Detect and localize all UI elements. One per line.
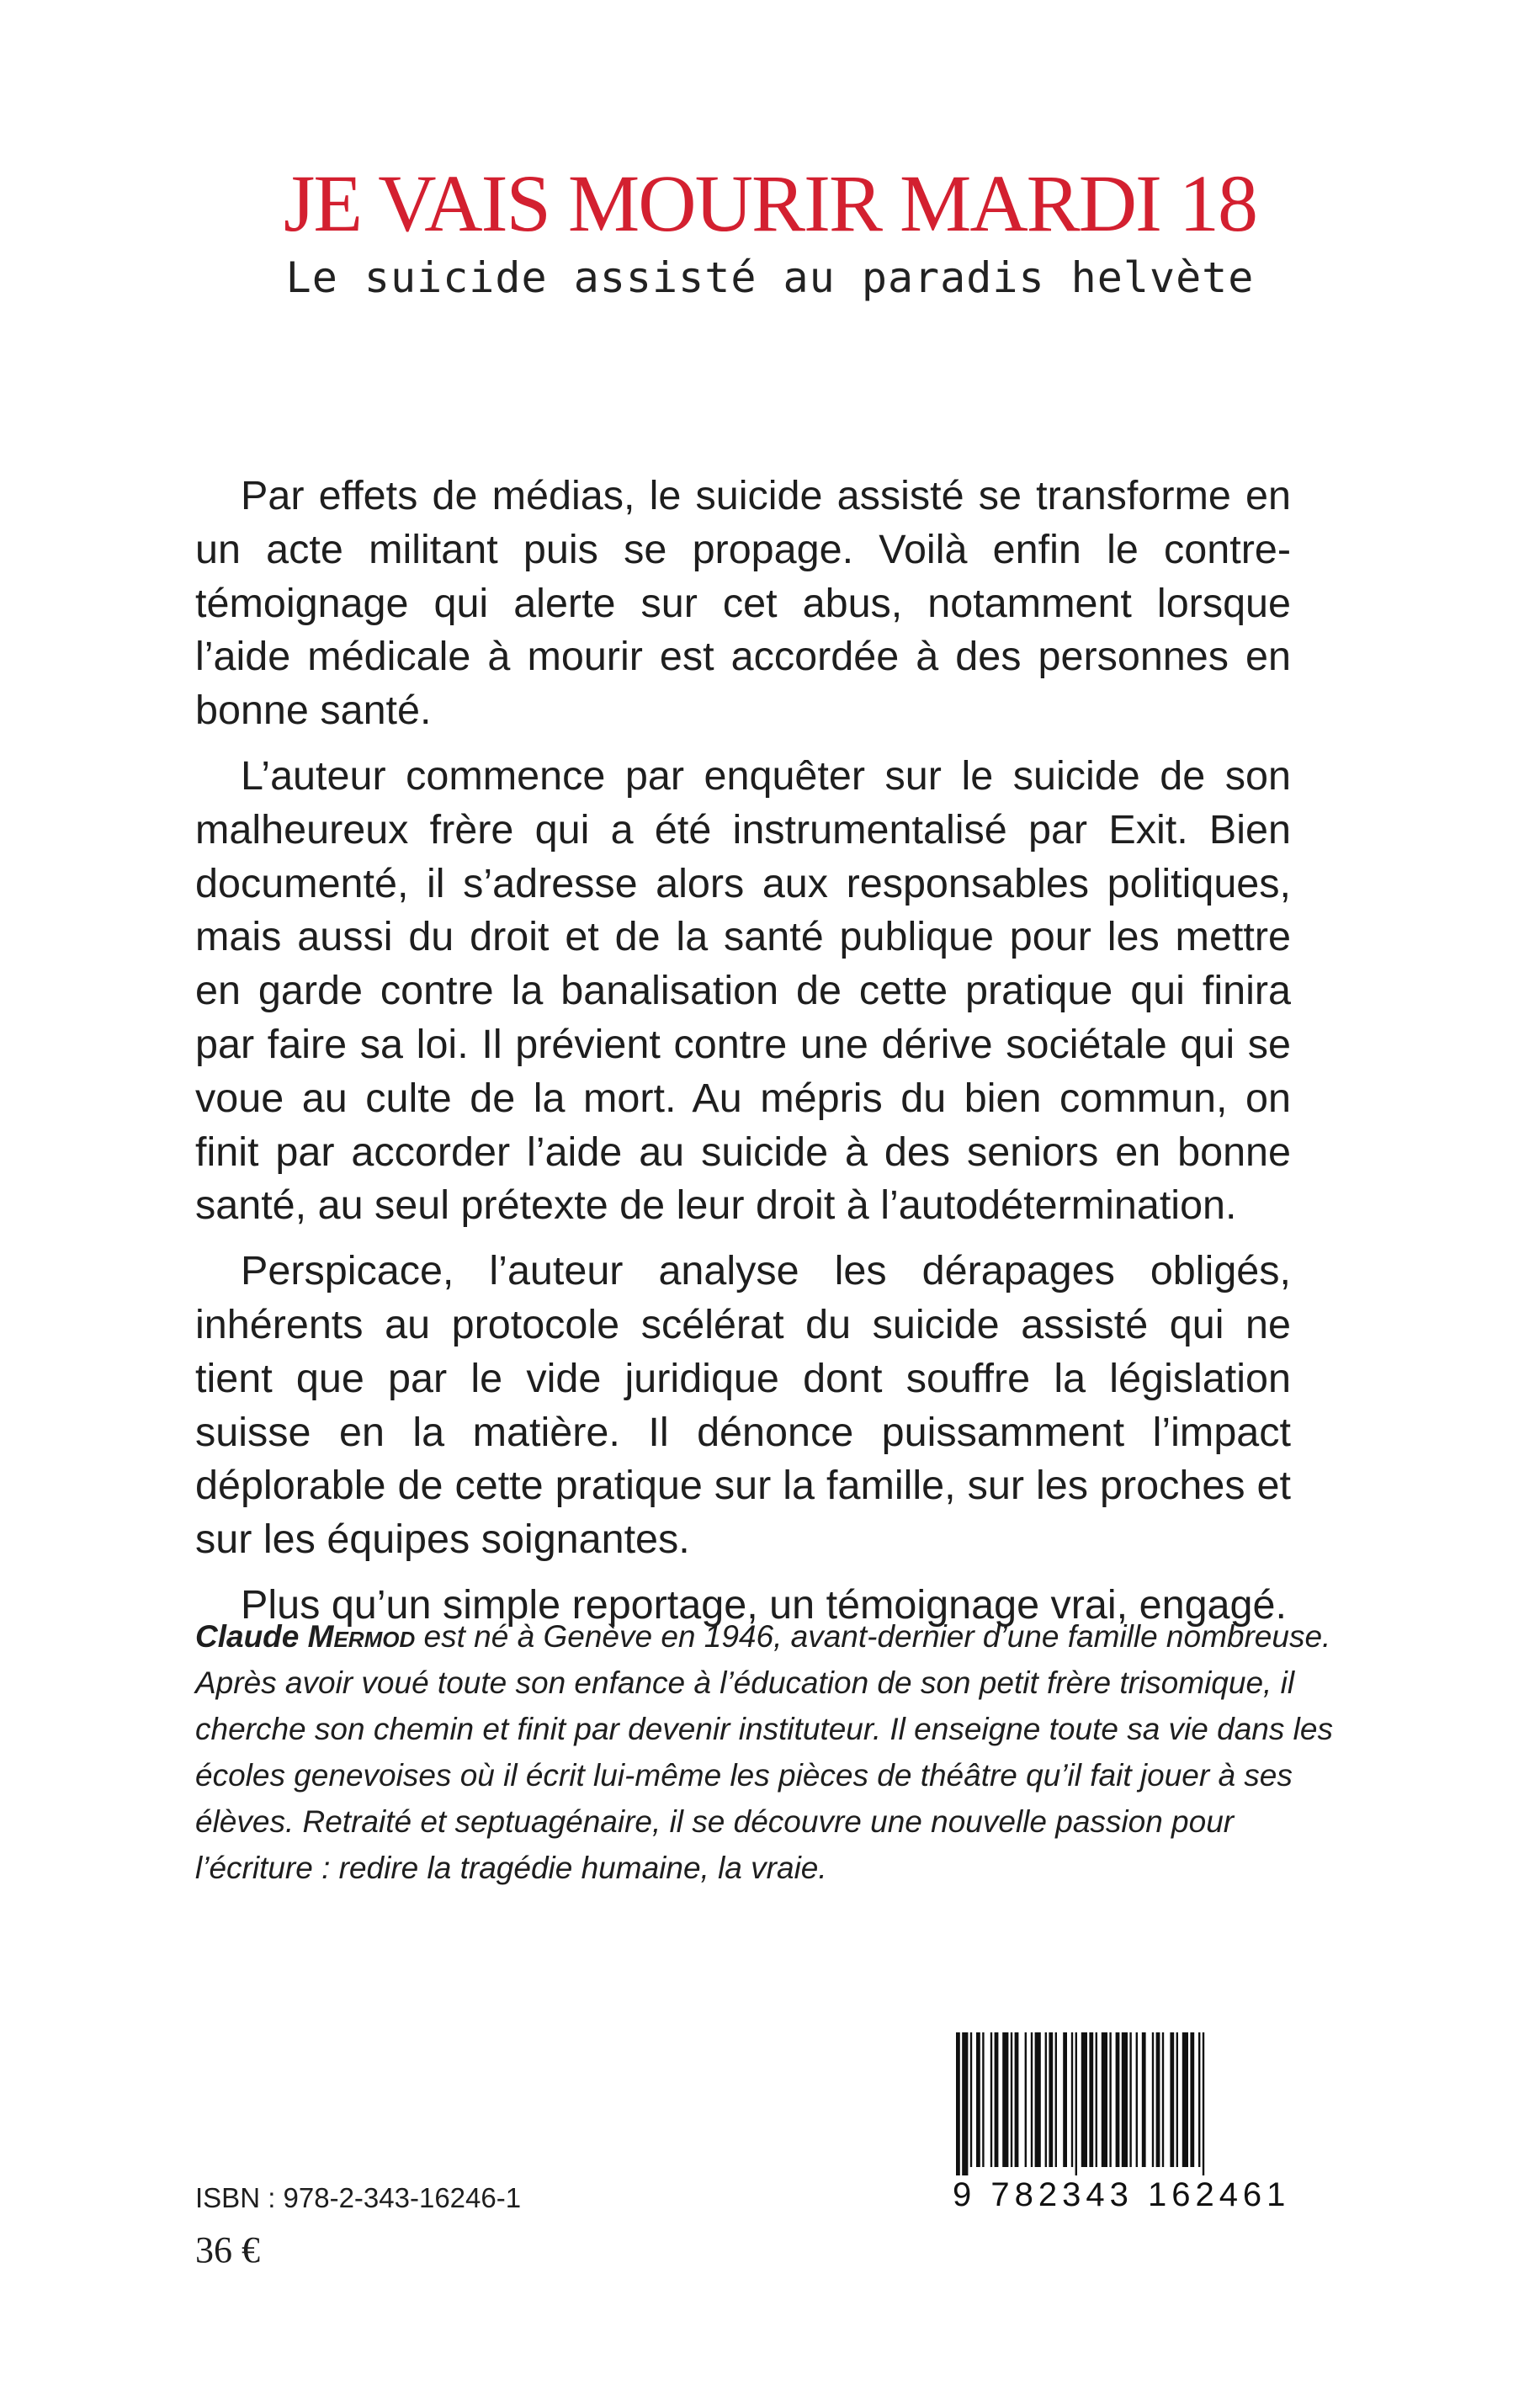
barcode-bar bbox=[1129, 2032, 1131, 2167]
barcode-bar bbox=[1089, 2032, 1093, 2167]
barcode-bar bbox=[995, 2032, 999, 2167]
barcode-bar bbox=[1049, 2032, 1053, 2167]
barcode-bar bbox=[1102, 2032, 1107, 2167]
barcode-bar bbox=[1122, 2032, 1128, 2167]
price: 36 € bbox=[195, 2229, 260, 2271]
blurb-paragraph: Plus qu’un simple reportage, un témoignage vrai, engagé. bbox=[241, 1581, 1287, 1628]
barcode-bar bbox=[1152, 2032, 1154, 2167]
barcode-bar bbox=[1081, 2032, 1087, 2167]
barcode-bar bbox=[1109, 2032, 1111, 2167]
barcode-bar bbox=[970, 2032, 972, 2167]
barcode-bar bbox=[1162, 2032, 1164, 2167]
barcode-bar bbox=[1031, 2032, 1033, 2167]
barcode-bar bbox=[1075, 2032, 1077, 2175]
barcode-bar bbox=[1015, 2032, 1019, 2167]
book-subtitle: Le suicide assisté au paradis helvète bbox=[285, 253, 1255, 302]
barcode-bar bbox=[962, 2032, 968, 2175]
barcode-digits: 9 782343 162461 bbox=[953, 2176, 1291, 2213]
barcode-bar bbox=[1055, 2032, 1057, 2167]
barcode-bar bbox=[1170, 2032, 1174, 2167]
barcode-bar bbox=[1198, 2032, 1200, 2167]
barcode-bar bbox=[1096, 2032, 1097, 2167]
back-cover-blurb bbox=[195, 470, 1291, 1644]
barcode-bar bbox=[1203, 2032, 1204, 2175]
barcode-bar bbox=[1063, 2032, 1067, 2167]
barcode-bar bbox=[956, 2032, 960, 2175]
blurb-paragraph: Par effets de médias, le suicide assisté se transforme en un acte militant puis se propage. Voilà enfin le contre-témoignage qui alerte sur cet abus, notamment lorsque l’aide médicale à mourir est accordée à des personnes en bonne santé. bbox=[195, 473, 1291, 734]
barcode-bar bbox=[1035, 2032, 1041, 2167]
author-bio-text: est né à Genève en 1946, avant-dernier d’une famille nombreuse. Après avoir voué toute son enfance à l’éducation de son petit frère trisomique, il cherche son chemin et finit par devenir instituteur. Il enseigne toute sa vie dans les écoles genevoises où il écrit lui-même les pièces de théâtre qu’il fait jouer à ses élèves. Retraité et septuagénaire, il se découvre une nouvelle passion pour l’écriture : redire la tragédie humaine, la vraie. bbox=[195, 1619, 1333, 1885]
barcode-bar bbox=[1142, 2032, 1146, 2167]
barcode-bar bbox=[1190, 2032, 1194, 2167]
barcode-bar bbox=[990, 2032, 992, 2167]
author-last-name: Mermod bbox=[307, 1619, 416, 1654]
barcode-bar bbox=[1071, 2032, 1073, 2167]
barcode-bar bbox=[1182, 2032, 1188, 2167]
barcode-bar bbox=[982, 2032, 984, 2167]
barcode-bar bbox=[1116, 2032, 1120, 2167]
barcode-bar bbox=[1025, 2032, 1027, 2167]
barcode-bar bbox=[976, 2032, 980, 2167]
book-title: JE VAIS MOURIR MARDI 18 bbox=[284, 158, 1256, 248]
author-bio bbox=[195, 1613, 1340, 1891]
barcode-bar bbox=[1176, 2032, 1178, 2167]
author-first-name: Claude bbox=[195, 1619, 300, 1654]
barcode-bar bbox=[1136, 2032, 1138, 2167]
barcode-bars bbox=[953, 2032, 1281, 2175]
blurb-paragraph: L’auteur commence par enquêter sur le suicide de son malheureux frère qui a été instrumentalisé par Exit. Bien documenté, il s’adresse alors aux responsables politiques, mais aussi du droit et de la santé publique pour les mettre en garde contre la banalisation de cette pratique qui finira par faire sa loi. Il prévient contre une dérive sociétale qui se voue au culte de la mort. Au mépris du bien commun, on finit par accorder l’aide au suicide à des seniors en bonne santé, au seul prétexte de leur droit à l’autodétermination. bbox=[195, 752, 1291, 1229]
barcode-bar bbox=[1011, 2032, 1012, 2167]
barcode-bar bbox=[1002, 2032, 1008, 2167]
barcode-bar bbox=[1045, 2032, 1047, 2167]
barcode-bar bbox=[1156, 2032, 1160, 2167]
blurb-paragraph: Perspicace, l’auteur analyse les dérapages obligés, inhérents au protocole scélérat du suicide assisté qui ne tient que par le vide juridique dont souffre la législation suisse en la matière. Il dénonce puissamment l’impact déplorable de cette pratique sur la famille, sur les proches et sur les équipes soignantes. bbox=[195, 1248, 1291, 1563]
isbn-number: ISBN : 978-2-343-16246-1 bbox=[195, 2182, 522, 2213]
